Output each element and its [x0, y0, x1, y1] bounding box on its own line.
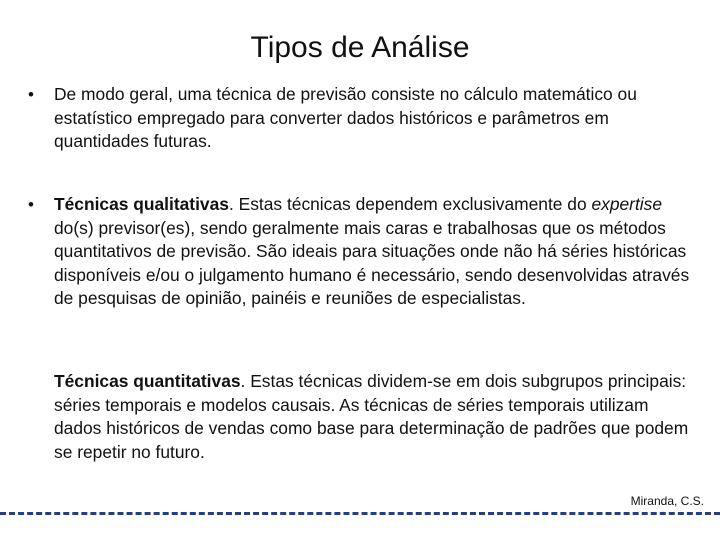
- quantitative-text: . Estas técnicas dividem-se em dois subgrupos principais: séries temporais e modelos causais. As técnicas de séries temporais utilizam dados históricos de vendas como base para determinação de padrões que podem se repetir no futuro.: [54, 371, 689, 462]
- bullet-text: De modo geral, uma técnica de previsão consiste no cálculo matemático ou estatístico empregado para converter dados históricos e parâmetros em quantidades futuras.: [54, 84, 637, 151]
- bullet-dot-icon: •: [28, 85, 34, 104]
- qualitative-text-part-2: do(s) previsor(es), sendo geralmente mais caras e trabalhosas que os métodos quantitativos de previsão. São ideais para situações onde não há séries históricas disponíveis e/ou o julgamento humano é necessário, sendo desenvolvidas através de pesquisas de opinião, painéis e reuniões de especialistas.: [54, 217, 690, 308]
- bullet-text: [54, 193, 700, 311]
- footer-credit: Miranda, C.S.: [630, 494, 704, 508]
- quantitative-heading: Técnicas quantitativas: [54, 371, 241, 391]
- bullet-dot-icon: •: [28, 195, 34, 214]
- qualitative-text-part-1: . Estas técnicas dependem exclusivamente do: [228, 194, 592, 214]
- slide-title: Tipos de Análise: [250, 31, 470, 64]
- qualitative-heading: Técnicas qualitativas: [54, 194, 229, 214]
- expertise-emphasis: expertise: [591, 194, 663, 214]
- footer-dashed-rule: [0, 512, 720, 515]
- bullet-item-definition: [28, 83, 700, 154]
- bullet-item-qualitative: [28, 193, 700, 311]
- quantitative-paragraph: [54, 370, 694, 464]
